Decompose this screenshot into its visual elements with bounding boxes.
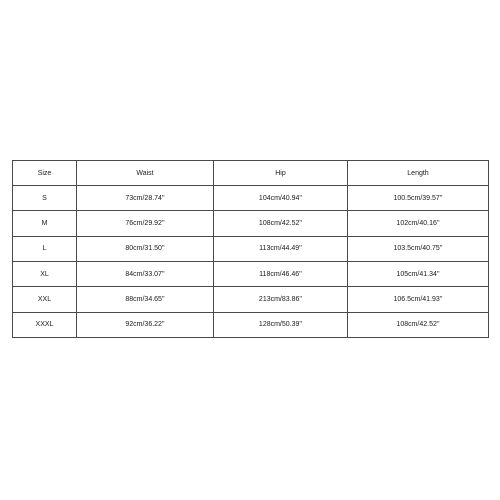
cell-length: 100.5cm/39.57'': [348, 186, 489, 211]
cell-size: M: [13, 211, 77, 236]
table-row: [13, 236, 489, 261]
cell-waist: 73cm/28.74'': [77, 186, 214, 211]
cell-waist: 88cm/34.65'': [77, 287, 214, 312]
cell-waist: 92cm/36.22'': [77, 312, 214, 337]
cell-waist: 84cm/33.07'': [77, 261, 214, 286]
table-row: [13, 287, 489, 312]
cell-size: XXXL: [13, 312, 77, 337]
table-header-row: [13, 161, 489, 186]
cell-length: 105cm/41.34'': [348, 261, 489, 286]
cell-size: XL: [13, 261, 77, 286]
table-row: [13, 261, 489, 286]
header-hip: Hip: [214, 161, 348, 186]
cell-size: XXL: [13, 287, 77, 312]
size-chart-table: [12, 160, 489, 338]
table-row: [13, 186, 489, 211]
cell-waist: 76cm/29.92'': [77, 211, 214, 236]
cell-hip: 108cm/42.52'': [214, 211, 348, 236]
header-length: Length: [348, 161, 489, 186]
cell-waist: 80cm/31.50'': [77, 236, 214, 261]
cell-length: 102cm/40.16'': [348, 211, 489, 236]
cell-length: 103.5cm/40.75'': [348, 236, 489, 261]
cell-length: 108cm/42.52'': [348, 312, 489, 337]
cell-size: L: [13, 236, 77, 261]
cell-size: S: [13, 186, 77, 211]
table-row: [13, 312, 489, 337]
cell-hip: 128cm/50.39'': [214, 312, 348, 337]
cell-hip: 118cm/46.46'': [214, 261, 348, 286]
header-waist: Waist: [77, 161, 214, 186]
header-size: Size: [13, 161, 77, 186]
cell-hip: 113cm/44.49'': [214, 236, 348, 261]
table-row: [13, 211, 489, 236]
cell-hip: 104cm/40.94'': [214, 186, 348, 211]
cell-hip: 213cm/83.86'': [214, 287, 348, 312]
cell-length: 106.5cm/41.93'': [348, 287, 489, 312]
